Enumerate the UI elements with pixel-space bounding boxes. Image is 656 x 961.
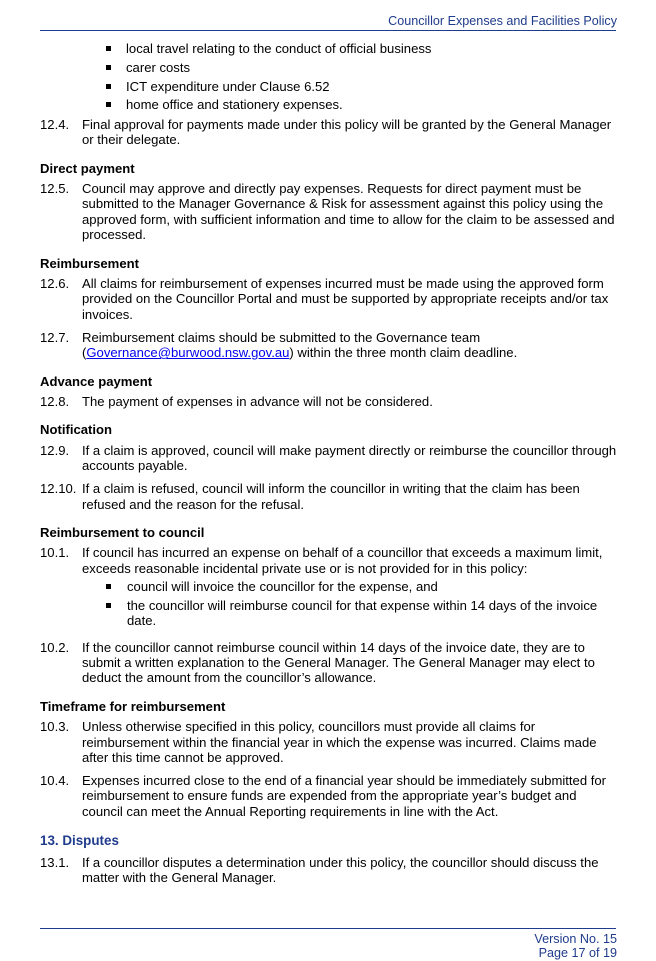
page-content — [40, 41, 618, 893]
clause-12-4 — [40, 117, 618, 148]
clause-text — [82, 330, 618, 361]
heading-reimbursement-to-council: Reimbursement to council — [40, 524, 205, 540]
governance-email-link[interactable]: Governance@burwood.nsw.gov.au — [86, 345, 290, 361]
clause-10-2 — [40, 640, 618, 686]
heading-notification: Notification — [40, 422, 113, 438]
list-item: the councillor will reimburse council for that expense within 14 days of the invoice date. — [82, 598, 618, 629]
clause-12-9 — [40, 443, 618, 474]
nested-bullet-list — [82, 579, 618, 629]
clause-number: 10.3. — [40, 719, 70, 735]
clause-text: All claims for reimbursement of expenses incurred must be made using the approved form provided on the Councillor Portal and must be supported by appropriate receipts and/or tax invoices. — [82, 276, 609, 322]
list-item: local travel relating to the conduct of official business — [40, 41, 618, 56]
heading-reimbursement: Reimbursement — [40, 255, 139, 271]
clause-text: Council may approve and directly pay expenses. Requests for direct payment must be submitted to the Manager Governance & Risk for assessment against this policy using the approved form, with sufficient information and time to allow for the claim to be assessed and processed. — [82, 181, 615, 243]
header-divider — [40, 30, 616, 31]
clause-text: Expenses incurred close to the end of a financial year should be immediately submitted for reimbursement to ensure funds are expended from the appropriate year’s budget and council can meet the Annual Reporting requirements in line with the Act. — [82, 772, 607, 819]
list-item: home office and stationery expenses. — [40, 97, 618, 112]
section-heading-disputes: 13. Disputes — [40, 833, 119, 849]
clause-number: 12.9. — [40, 442, 70, 458]
clause-text: If council has incurred an expense on behalf of a councillor that exceeds a maximum limit, exceeds reasonable incidental private use or is not provided for in this policy: — [82, 545, 603, 576]
clause-text: If a claim is refused, council will inform the councillor in writing that the claim has been refused and the reason for the refusal. — [82, 481, 580, 512]
clause-number: 12.4. — [40, 116, 70, 132]
clause-12-7 — [40, 330, 618, 361]
clause-number: 12.10. — [40, 481, 77, 497]
clause-number: 12.5. — [40, 181, 70, 197]
clause-10-4 — [40, 773, 618, 819]
clause-12-10 — [40, 481, 618, 512]
clause-text: If a councillor disputes a determination under this policy, the councillor should discuss the matter with the General Manager. — [82, 854, 599, 886]
clause-number: 12.7. — [40, 329, 70, 345]
clause-text: Unless otherwise specified in this policy, councillors must provide all claims for reimbursement within the financial year in which the expense was incurred. Claims made after this time cannot be approved. — [82, 719, 597, 766]
clause-body — [82, 545, 618, 632]
clause-text: If a claim is approved, council will make payment directly or reimburse the councillor through accounts payable. — [82, 442, 617, 474]
clause-10-3 — [40, 719, 618, 765]
clause-number: 13.1. — [40, 854, 70, 870]
clause-number: 12.6. — [40, 276, 70, 292]
list-item: carer costs — [40, 60, 618, 75]
heading-advance-payment: Advance payment — [40, 373, 153, 389]
clause-text: Final approval for payments made under this policy will be granted by the General Manager or their delegate. — [82, 116, 612, 148]
heading-direct-payment: Direct payment — [40, 160, 135, 176]
clause-text: If the councillor cannot reimburse council within 14 days of the invoice date, they are to submit a written explanation to the General Manager. The General Manager may elect to deduct the amount from the councillor’s allowance. — [82, 639, 595, 686]
footer-version: Version No. 15 — [534, 932, 617, 946]
clause-text: The payment of expenses in advance will not be considered. — [82, 393, 433, 409]
footer-divider — [40, 928, 616, 929]
clause-text-before: Reimbursement claims should be submitted to the Governance team ( — [82, 329, 481, 361]
footer-page-number: Page 17 of 19 — [538, 946, 617, 960]
clause-number: 10.2. — [40, 639, 70, 655]
running-header-title: Councillor Expenses and Facilities Policy — [388, 14, 617, 28]
clause-number: 12.8. — [40, 393, 70, 409]
heading-timeframe: Timeframe for reimbursement — [40, 698, 226, 714]
clause-10-1 — [40, 545, 618, 632]
clause-12-8 — [40, 394, 618, 409]
clause-text-after: ) within the three month claim deadline. — [289, 345, 518, 361]
continued-bullet-list — [40, 41, 618, 113]
list-item: ICT expenditure under Clause 6.52 — [40, 79, 618, 94]
clause-12-5 — [40, 181, 618, 243]
clause-number: 10.4. — [40, 772, 70, 788]
clause-12-6 — [40, 276, 618, 322]
clause-13-1 — [40, 855, 618, 886]
list-item: council will invoice the councillor for the expense, and — [82, 579, 618, 594]
clause-number: 10.1. — [40, 545, 70, 561]
